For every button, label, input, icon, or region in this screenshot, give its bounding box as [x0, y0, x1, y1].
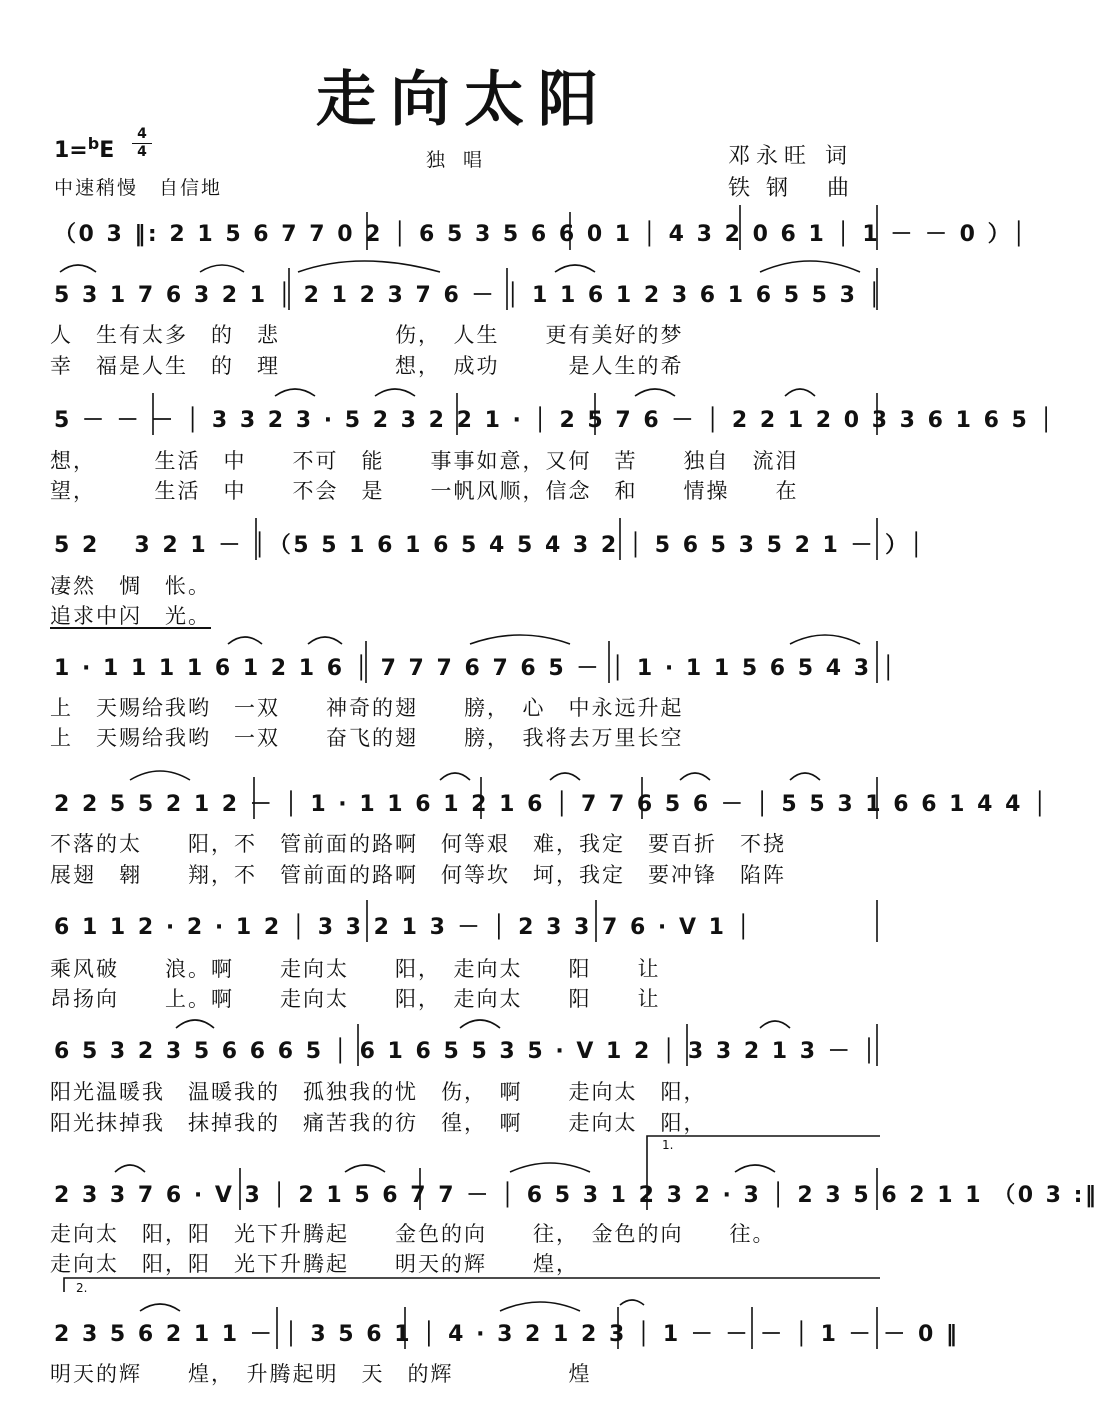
lyric-verse-1: 走向太 阳，阳 光下升腾起 金色的向 往， 金色的向 往。	[50, 1222, 776, 1246]
lyric-verse-2: 阳光抹掉我 抹掉我的 痛苦我的彷 徨， 啊 走向太 阳，	[50, 1111, 707, 1135]
lyric-verse-2: 幸 福是人生 的 理 想， 成功 是人生的希	[50, 354, 684, 378]
lyric-verse-2: 展翅 翱 翔，不 管前面的路啊 何等坎 坷，我定 要冲锋 陷阵	[50, 863, 786, 887]
lyric-verse-1: 凄然 惆 怅。	[50, 574, 211, 598]
key-signature: 1=$^b$E	[54, 134, 115, 163]
volta-1-label: 1.	[662, 1138, 674, 1152]
song-title: 走向太阳	[316, 65, 612, 135]
notation-row: 2 3 3 7 6 · V 3 │ 2 1 5 6 7 7 － │ 6 5 3 1 2 3 2 · 3 │ 2 3 5 6 2 1 1 （0 3 :‖	[54, 1183, 1098, 1208]
lyric-verse-1: 不落的太 阳，不 管前面的路啊 何等艰 难，我定 要百折 不挠	[50, 832, 786, 856]
notation-row: 6 5 3 2 3 5 6 6 6 5 │ 6 1 6 5 5 3 5 · V 1 2 │ 3 3 2 1 3 － │	[54, 1039, 879, 1064]
tempo-marking: 中速稍慢 自信地	[54, 177, 223, 199]
lyricist-credit: 邓永旺 词	[728, 144, 853, 169]
composer-credit: 铁钢 曲	[728, 176, 865, 201]
notation-row: 1 · 1 1 1 1 6 1 2 1 6 │ 7 7 7 6 7 6 5 － │ 1 · 1 1 5 6 5 4 3 │	[54, 656, 898, 681]
lyric-verse-1: 人 生有太多 的 悲 伤， 人生 更有美好的梦	[50, 323, 684, 347]
lyric-verse-2: 昂扬向 上。啊 走向太 阳， 走向太 阳 让	[50, 987, 661, 1011]
lyric-verse-1: 乘风破 浪。啊 走向太 阳， 走向太 阳 让	[50, 957, 661, 981]
lyric-verse-2: 望， 生活 中 不会 是 一帆风顺，信念 和 情操 在	[50, 479, 799, 503]
volta-2-label: 2.	[76, 1281, 88, 1295]
lyric-verse-1: 上 天赐给我哟 一双 神奇的翅 膀， 心 中永远升起	[50, 696, 684, 720]
lyric-verse-1: 想， 生活 中 不可 能 事事如意，又何 苦 独自 流泪	[50, 449, 799, 473]
voice-type: 独唱	[426, 149, 501, 171]
lyric-verse-2: 上 天赐给我哟 一双 奋飞的翅 膀， 我将去万里长空	[50, 726, 684, 750]
lyric-verse-2: 追求中闪 光。	[50, 604, 211, 628]
lyric-verse-1: 明天的辉 煌， 升腾起明 天 的辉 煌	[50, 1362, 592, 1386]
time-signature: 4 4	[132, 126, 152, 161]
lyric-verse-1: 阳光温暖我 温暖我的 孤独我的忧 伤， 啊 走向太 阳，	[50, 1080, 707, 1104]
notation-row: 6 1 1 2 · 2 · 1 2 │ 3 3 2 1 3 － │ 2 3 3 7 6 · V 1 │	[54, 915, 753, 940]
lyric-verse-2: 走向太 阳，阳 光下升腾起 明天的辉 煌，	[50, 1252, 579, 1276]
notation-row: 5 2 3 2 1 － │（5 5 1 6 1 6 5 4 5 4 3 2 │ 5 6 5 3 5 2 1 － ）│	[54, 533, 926, 558]
notation-row: 2 3 5 6 2 1 1 － │ 3 5 6 1 │ 4 · 3 2 1 2 3 │ 1 － － － │ 1 － － 0 ‖	[54, 1322, 960, 1347]
notation-row: 5 3 1 7 6 3 2 1 │ 2 1 2 3 7 6 － │ 1 1 6 1 2 3 6 1 6 5 5 3 │	[54, 283, 884, 308]
notation-row: 5 － － － │ 3 3 2 3 · 5 2 3 2 2 1 · │ 2 5 7 6 － │ 2 2 1 2 0 3 3 6 1 6 5 │	[54, 408, 1056, 433]
notation-row: （0 3 ‖: 2 1 5 6 7 7 0 2 │ 6 5 3 5 6 6 0 1 │ 4 3 2 0 6 1 │ 1 － － 0 ）│	[54, 222, 1028, 247]
notation-row: 2 2 5 5 2 1 2 － │ 1 · 1 1 6 1 2 1 6 │ 7 7 6 5 6 － │ 5 5 3 1 6 6 1 4 4 │	[54, 792, 1049, 817]
